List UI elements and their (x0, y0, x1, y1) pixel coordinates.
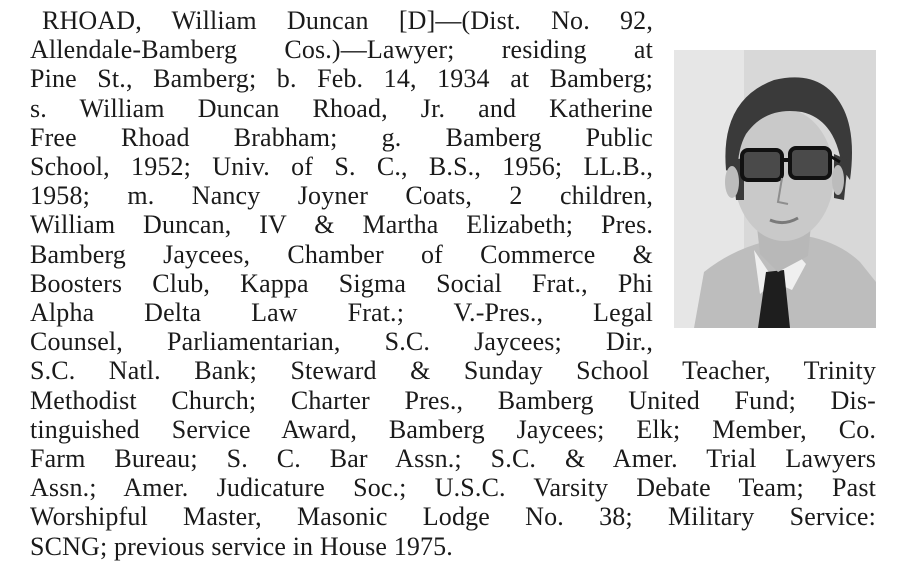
bio-line-2: Allendale-Bamberg Cos.)—Lawyer; residing at (30, 35, 653, 65)
bio-line-11: Alpha Delta Law Frat.; V.-Pres., Legal (30, 298, 653, 328)
bio-line-16: Farm Bureau; S. C. Bar Assn.; S.C. & Amer. Trial Lawyers (30, 444, 876, 474)
bio-line-17: Assn.; Amer. Judicature Soc.; U.S.C. Varsity Debate Team; Past (30, 473, 876, 503)
bio-line-7: 1958; m. Nancy Joyner Coats, 2 children, (30, 181, 653, 211)
bio-line-9: Bamberg Jaycees, Chamber of Commerce & (30, 239, 653, 269)
bio-line-4: s. William Duncan Rhoad, Jr. and Katherine (30, 93, 653, 123)
bio-line-5: Free Rhoad Brabham; g. Bamberg Public (30, 122, 653, 152)
bio-line-15: tinguished Service Award, Bamberg Jaycees; Elk; Member, Co. (30, 414, 876, 444)
glasses-left-lens (742, 150, 782, 180)
bio-line-19: SCNG; previous service in House 1975. (30, 531, 453, 561)
portrait-photo (674, 50, 876, 328)
bio-line-14: Methodist Church; Charter Pres., Bamberg United Fund; Dis- (30, 385, 876, 415)
left-ear (725, 166, 739, 198)
bio-line-18: Worshipful Master, Masonic Lodge No. 38; Military Service: (30, 502, 876, 532)
portrait-icon (674, 50, 876, 328)
bio-line-12: Counsel, Parliamentarian, S.C. Jaycees; Dir., (30, 327, 653, 357)
right-ear (832, 165, 844, 195)
bio-line-13: S.C. Natl. Bank; Steward & Sunday School Teacher, Trinity (30, 356, 876, 386)
glasses-right-lens (790, 148, 830, 178)
bio-line-3: Pine St., Bamberg; b. Feb. 14, 1934 at Bamberg; (30, 64, 653, 94)
bio-line-10: Boosters Club, Kappa Sigma Social Frat., Phi (30, 268, 653, 298)
bio-line-6: School, 1952; Univ. of S. C., B.S., 1956; LL.B., (30, 152, 653, 182)
bio-line-8: William Duncan, IV & Martha Elizabeth; Pres. (30, 210, 653, 240)
bio-line-1: RHOAD, William Duncan [D]—(Dist. No. 92, (42, 6, 653, 35)
